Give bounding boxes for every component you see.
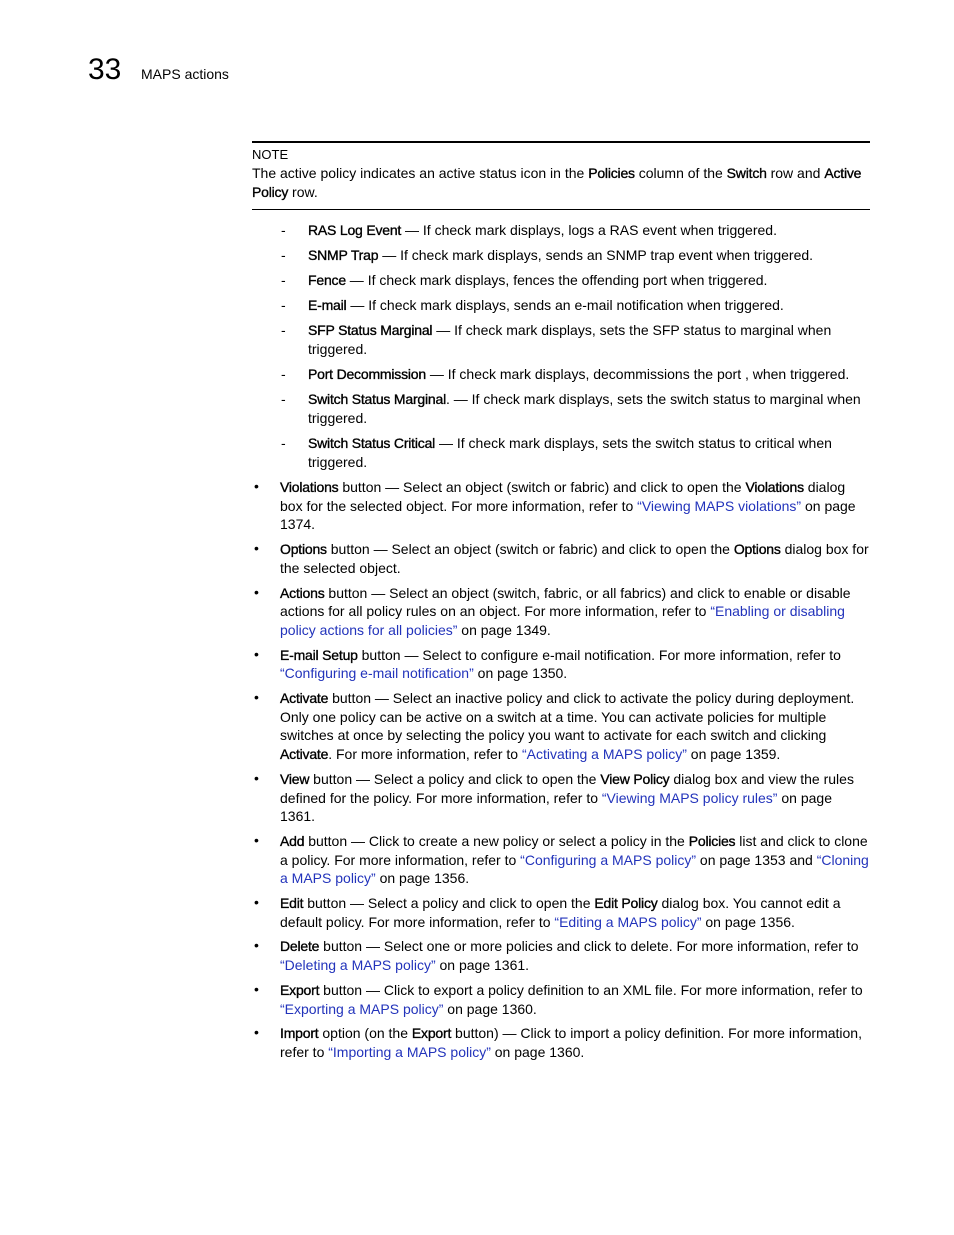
list-marker: •	[254, 583, 259, 600]
list-item	[254, 980, 870, 1018]
ui-term: Fence	[308, 272, 346, 288]
list-marker: •	[254, 689, 259, 706]
chapter-title: MAPS actions	[141, 66, 229, 82]
list-marker: -	[281, 222, 286, 238]
body-text: on page 1360.	[490, 1043, 585, 1060]
ui-term: Import	[280, 1025, 319, 1042]
body-text: — If check mark displays, fences the offending port when triggered.	[345, 272, 768, 288]
cross-reference-link[interactable]: “Enabling or disabling policy actions for all policies”	[280, 603, 845, 638]
body-text: row and	[766, 165, 825, 181]
cross-reference-link[interactable]: “Configuring e-mail notification”	[280, 665, 474, 682]
list-marker: •	[254, 831, 259, 848]
body-text: The active policy indicates an active status icon in the	[252, 165, 589, 181]
ui-term: Switch Status Critical	[308, 435, 436, 451]
body-text: — If check mark displays, sets the switch status to critical when triggered.	[308, 435, 832, 470]
ui-term: Add	[280, 832, 305, 849]
body-text: on page 1349.	[457, 621, 551, 638]
body-text: on page 1361.	[435, 957, 530, 974]
body-text: button — Click to export a policy definition to an XML file. For more information, refer to	[319, 981, 863, 998]
list-marker: -	[281, 435, 286, 451]
list-marker: -	[281, 297, 286, 313]
ui-term: Options	[733, 541, 781, 558]
cross-reference-link[interactable]: “Configuring a MAPS policy”	[520, 851, 697, 868]
ui-term: SFP Status Marginal	[308, 322, 433, 338]
body-text: column of the	[634, 165, 727, 181]
body-text: button — Select to configure e-mail notification. For more information, refer to	[357, 646, 841, 663]
list-item	[254, 583, 870, 640]
body-text: row.	[288, 184, 318, 200]
list-item	[254, 894, 870, 931]
list-item	[281, 296, 870, 315]
body-text: button — Select a policy and click to open the	[309, 770, 601, 787]
ui-term: Violations	[745, 479, 804, 495]
list-item	[254, 478, 870, 534]
list-marker: •	[254, 1024, 259, 1041]
ui-term: SNMP Trap	[308, 247, 379, 263]
body-text: on page 1356.	[375, 870, 470, 887]
ui-term: E-mail Setup	[280, 646, 358, 663]
list-marker: •	[254, 937, 259, 954]
ui-term: E-mail	[308, 297, 347, 313]
list-item	[254, 645, 870, 683]
cross-reference-link[interactable]: “Activating a MAPS policy”	[521, 746, 687, 763]
list-item	[254, 540, 870, 577]
note-heading: NOTE	[252, 147, 289, 162]
cross-reference-link[interactable]: “Editing a MAPS policy”	[554, 913, 702, 930]
body-text: option (on the	[318, 1025, 412, 1042]
body-text: dialog box for the selected object. For more information, refer to	[280, 479, 846, 514]
chapter-number: 33	[88, 53, 122, 86]
ui-term: Activate	[280, 746, 329, 763]
list-item	[281, 246, 870, 265]
list-marker: •	[254, 645, 259, 662]
list-item	[254, 769, 870, 826]
ui-term: Export	[280, 981, 320, 998]
list-item	[254, 1024, 870, 1061]
ui-term: Switch Status Marginal	[308, 391, 446, 407]
body-text: list and click to clone a policy. For more information, refer to	[280, 832, 868, 868]
ui-term: Policies	[588, 165, 635, 181]
ui-term: Actions	[280, 584, 325, 601]
body-text: — If check mark displays, sets the SFP status to marginal when triggered.	[308, 322, 832, 357]
body-text: button — Select an object (switch or fabric) and click to open the	[326, 541, 734, 558]
cross-reference-link[interactable]: “Deleting a MAPS policy”	[280, 957, 436, 974]
body-text: button — Select one or more policies and click to delete. For more information, refer to	[319, 938, 859, 955]
body-text: dialog box and view the rules defined for the policy. For more information, refer to	[280, 770, 854, 806]
body-text: on page 1350.	[473, 665, 568, 682]
body-text: on page 1356.	[701, 913, 795, 930]
body-text: on page 1361.	[280, 789, 832, 825]
note-text	[252, 164, 870, 202]
body-text: — If check mark displays, logs a RAS event when triggered.	[401, 222, 777, 238]
body-text: . — If check mark displays, sets the switch status to marginal when triggered.	[308, 391, 861, 426]
ui-term: Port Decommission	[308, 366, 426, 382]
ui-term: Delete	[280, 938, 320, 955]
ui-term: Switch	[726, 165, 767, 181]
ui-term: View Policy	[600, 770, 670, 787]
list-item	[254, 689, 870, 764]
body-text: — If check mark displays, decommissions the port , when triggered.	[425, 366, 850, 382]
cross-reference-link[interactable]: “Cloning a MAPS policy”	[280, 851, 869, 887]
body-text: on page 1359.	[686, 746, 781, 763]
list-item	[254, 831, 870, 888]
list-item	[281, 221, 870, 240]
ui-term: View	[280, 770, 310, 787]
note-box	[252, 141, 870, 210]
ui-term: Active Policy	[252, 165, 862, 200]
list-marker: -	[281, 391, 286, 407]
list-item	[281, 271, 870, 290]
body-text: on page 1360.	[443, 1000, 537, 1017]
list-marker: -	[281, 366, 286, 382]
cross-reference-link[interactable]: “Exporting a MAPS policy”	[280, 1000, 444, 1017]
cross-reference-link[interactable]: “Importing a MAPS policy”	[328, 1043, 491, 1060]
body-text: button — Click to create a new policy or select a policy in the	[304, 832, 689, 849]
list-item	[281, 365, 870, 384]
cross-reference-link[interactable]: “Viewing MAPS policy rules”	[601, 789, 778, 806]
ui-term: RAS Log Event	[308, 222, 402, 238]
cross-reference-link[interactable]: “Viewing MAPS violations”	[637, 497, 802, 514]
list-item	[281, 321, 870, 359]
ui-term: Activate	[280, 690, 329, 707]
list-item	[254, 937, 870, 974]
body-text: dialog box. You cannot edit a default policy. For more information, refer to	[280, 895, 841, 930]
list-marker: •	[254, 894, 259, 911]
body-text: — If check mark displays, sends an SNMP trap event when triggered.	[378, 247, 814, 263]
ui-term: Violations	[280, 479, 339, 495]
body-text: button — Select an object (switch or fabric) and click to open the	[338, 479, 746, 495]
body-text: . For more information, refer to	[328, 746, 522, 763]
buttons-list	[252, 478, 870, 1062]
body-text: — If check mark displays, sends an e-mail notification when triggered.	[346, 297, 784, 313]
body-text: on page 1374.	[280, 497, 856, 533]
body-text: button — Select a policy and click to open the	[303, 895, 595, 912]
ui-term: Edit Policy	[594, 895, 658, 912]
list-item	[281, 390, 870, 428]
body-text: button) — Click to import a policy definition. For more information, refer to	[280, 1025, 862, 1060]
body-text: button — Select an inactive policy and click to activate the policy during deployment. Only one policy can be active on a switch at a time. You can activate policies for multiple switches at once by selecting the policy you want to activate for each switch and clicking	[280, 690, 855, 744]
list-marker: •	[254, 980, 259, 997]
list-marker: •	[254, 540, 259, 557]
ui-term: Export	[411, 1025, 452, 1042]
list-marker: -	[281, 272, 286, 288]
ui-term: Edit	[280, 895, 304, 912]
ui-term: Options	[280, 541, 327, 558]
page-content	[252, 141, 870, 1068]
list-marker: -	[281, 247, 286, 263]
list-marker: -	[281, 322, 286, 338]
list-marker: •	[254, 769, 259, 786]
body-text: dialog box for the selected object.	[280, 541, 869, 576]
list-item	[281, 434, 870, 472]
action-options-list	[252, 221, 870, 472]
list-marker: •	[254, 478, 259, 494]
body-text: button — Select an object (switch, fabric, or all fabrics) and click to enable or disable actions for all policy rules on an object. For more information, refer to	[280, 584, 851, 620]
body-text: on page 1353 and	[696, 851, 817, 868]
ui-term: Policies	[688, 832, 736, 849]
